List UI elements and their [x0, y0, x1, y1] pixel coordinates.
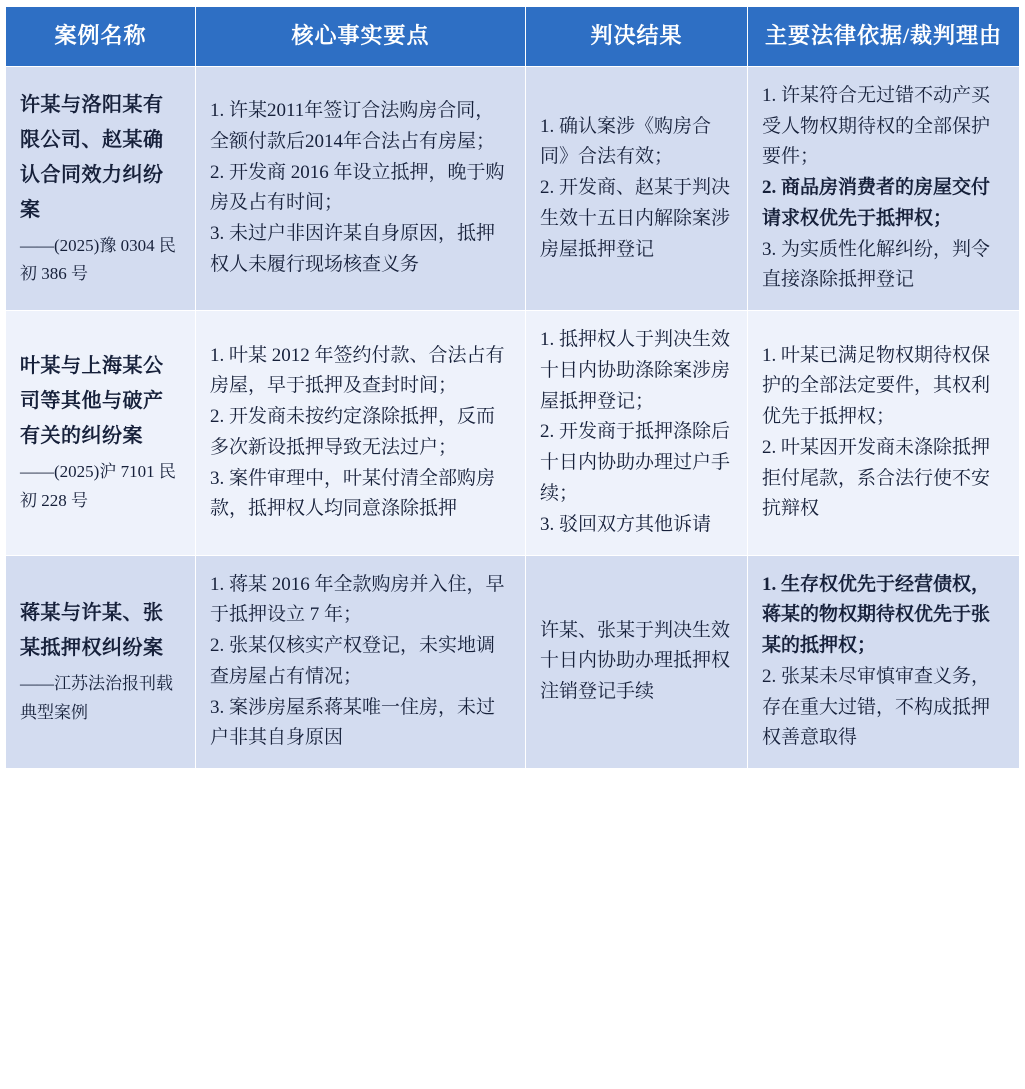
cell-legal-basis	[748, 66, 1020, 310]
case-name-main: 蒋某与许某、张某抵押权纠纷案	[20, 601, 164, 659]
cell-case-name	[6, 311, 196, 555]
header-judgment-result: 判决结果	[526, 7, 748, 67]
cell-judgment-result	[526, 66, 748, 310]
cell-case-name	[6, 555, 196, 769]
case-name-reference: ——江苏法治报刊载典型案例	[20, 673, 173, 722]
result-line: 3. 驳回双方其他诉请	[540, 513, 712, 535]
result-line: 2. 开发商、赵某于判决生效十五日内解除案涉房屋抵押登记	[540, 177, 731, 260]
result-line: 1. 确认案涉《购房合同》合法有效；	[540, 115, 712, 168]
fact-line: 1. 蒋某 2016 年全款购房并入住，早于抵押设立 7 年；	[210, 573, 505, 626]
cell-case-name	[6, 66, 196, 310]
cell-core-facts	[196, 555, 526, 769]
table-body	[6, 66, 1020, 768]
header-legal-basis: 主要法律依据/裁判理由	[748, 7, 1020, 67]
header-row	[6, 7, 1020, 67]
reason-line: 1. 许某符合无过错不动产买受人物权期待权的全部保护要件；	[762, 84, 991, 168]
table-header	[6, 7, 1020, 67]
fact-line: 3. 未过户非因许某自身原因，抵押权人未履行现场核查义务	[210, 223, 496, 275]
cell-judgment-result	[526, 311, 748, 555]
cell-judgment-result	[526, 555, 748, 769]
case-name-reference: ——(2025)豫 0304 民初 386 号	[20, 235, 176, 284]
table-row	[6, 66, 1020, 310]
cell-core-facts	[196, 66, 526, 310]
fact-line: 3. 案涉房屋系蒋某唯一住房，未过户非其自身原因	[210, 696, 496, 749]
fact-line: 2. 张某仅核实产权登记，未实地调查房屋占有情况；	[210, 635, 496, 687]
reason-line: 1. 叶某已满足物权期待权保护的全部法定要件，其权利优先于抵押权；	[762, 344, 991, 428]
case-comparison-table	[5, 6, 1020, 769]
table-row	[6, 555, 1020, 769]
case-name-main: 许某与洛阳某有限公司、赵某确认合同效力纠纷案	[20, 93, 164, 221]
case-name-main: 叶某与上海某公司等其他与破产有关的纠纷案	[20, 355, 164, 448]
reason-line: 2. 张某未尽审慎审查义务，存在重大过错，不构成抵押权善意取得	[762, 665, 991, 749]
cell-legal-basis	[748, 555, 1020, 769]
case-name-reference: ——(2025)沪 7101 民初 228 号	[20, 462, 176, 511]
result-line: 2. 开发商于抵押涤除后十日内协助办理过户手续；	[540, 421, 731, 504]
cell-core-facts	[196, 311, 526, 555]
reason-line-emphasized: 2. 商品房消费者的房屋交付请求权优先于抵押权；	[762, 177, 991, 229]
fact-line: 1. 许某2011年签订合法购房合同，全额付款后2014年合法占有房屋；	[210, 100, 496, 152]
header-core-facts: 核心事实要点	[196, 7, 526, 67]
table-row	[6, 311, 1020, 555]
reason-line-emphasized: 1. 生存权优先于经营债权，蒋某的物权期待权优先于张某的抵押权；	[762, 573, 991, 657]
reason-line: 2. 叶某因开发商未涤除抵押拒付尾款，系合法行使不安抗辩权	[762, 436, 991, 520]
fact-line: 1. 叶某 2012 年签约付款、合法占有房屋，早于抵押及查封时间；	[210, 344, 505, 397]
fact-line: 2. 开发商 2016 年设立抵押，晚于购房及占有时间；	[210, 161, 505, 214]
result-line: 许某、张某于判决生效十日内协助办理抵押权注销登记手续	[540, 619, 731, 703]
result-line: 1. 抵押权人于判决生效十日内协助涤除案涉房屋抵押登记；	[540, 329, 731, 412]
header-case-name: 案例名称	[6, 7, 196, 67]
fact-line: 3. 案件审理中，叶某付清全部购房款，抵押权人均同意涤除抵押	[210, 467, 496, 520]
fact-line: 2. 开发商未按约定涤除抵押，反而多次新设抵押导致无法过户；	[210, 406, 496, 458]
cell-legal-basis	[748, 311, 1020, 555]
reason-line: 3. 为实质性化解纠纷，判令直接涤除抵押登记	[762, 238, 991, 291]
